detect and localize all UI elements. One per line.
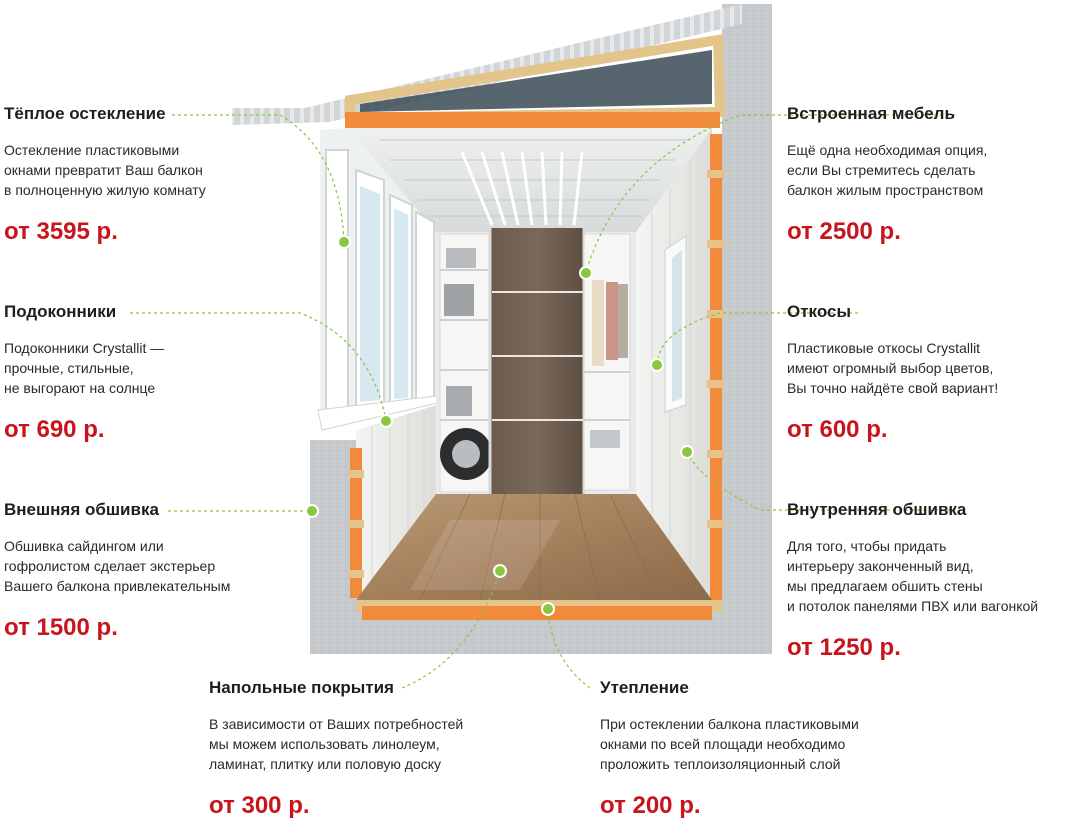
hanging-clothes (592, 280, 628, 366)
callout-title: Внутренняя обшивка (787, 500, 967, 519)
callout-description: Ещё одна необходимая опция, если Вы стремитесь сделать балкон жилым пространством (787, 142, 988, 198)
callout-price: от 600 р. (787, 416, 888, 443)
callout-title: Тёплое остекление (4, 104, 166, 123)
callout-description: При остеклении балкона пластиковыми окнами по всей площади необходимо проложить теплоизоляционный слой (600, 716, 859, 772)
callout-flooring (209, 678, 463, 820)
callout-title: Утепление (600, 678, 689, 697)
callout-window-slopes (787, 302, 998, 444)
left-wall-insulation (348, 448, 364, 598)
callout-warm-glazing (4, 104, 206, 246)
callout-price: от 1250 р. (787, 634, 901, 661)
callout-price: от 3595 р. (4, 218, 118, 245)
callout-description: Подоконники Crystallit — прочные, стильные, не выгорают на солнце (4, 340, 165, 396)
callout-price: от 1500 р. (4, 614, 118, 641)
callout-price: от 2500 р. (787, 218, 901, 245)
callout-title: Внешняя обшивка (4, 500, 159, 519)
ceiling-insulation-strip (345, 112, 720, 128)
callout-description: Пластиковые откосы Crystallit имеют огромный выбор цветов, Вы точно найдёте свой вариант! (787, 340, 999, 396)
callout-description: Для того, чтобы придать интерьеру законченный вид, мы предлагаем обшить стены и потолок панелями ПВХ или вагонкой (787, 538, 1039, 614)
callout-title: Откосы (787, 302, 851, 321)
callout-insulation (600, 678, 859, 820)
callout-title: Напольные покрытия (209, 678, 394, 697)
callout-interior-cladding (787, 500, 1038, 662)
callout-price: от 690 р. (4, 416, 105, 443)
callout-built-in-furniture (787, 104, 987, 246)
callout-title: Подоконники (4, 302, 117, 321)
callout-description: Обшивка сайдингом или гофролистом сделает экстерьер Вашего балкона привлекательным (4, 538, 231, 594)
callout-price: от 300 р. (209, 792, 310, 819)
callout-exterior-cladding (4, 500, 230, 642)
wardrobe-sliding-door (490, 228, 584, 494)
callout-title: Встроенная мебель (787, 104, 955, 123)
floor-insulation (356, 600, 722, 620)
concrete-wall (722, 4, 772, 654)
callout-price: от 200 р. (600, 792, 701, 819)
callout-description: Остекление пластиковыми окнами превратит Ваш балкон в полноценную жилую комнату (4, 142, 206, 198)
callout-window-sills (4, 302, 164, 444)
callout-description: В зависимости от Ваших потребностей мы можем использовать линолеум, ламинат, плитку или половую доску (209, 716, 464, 772)
